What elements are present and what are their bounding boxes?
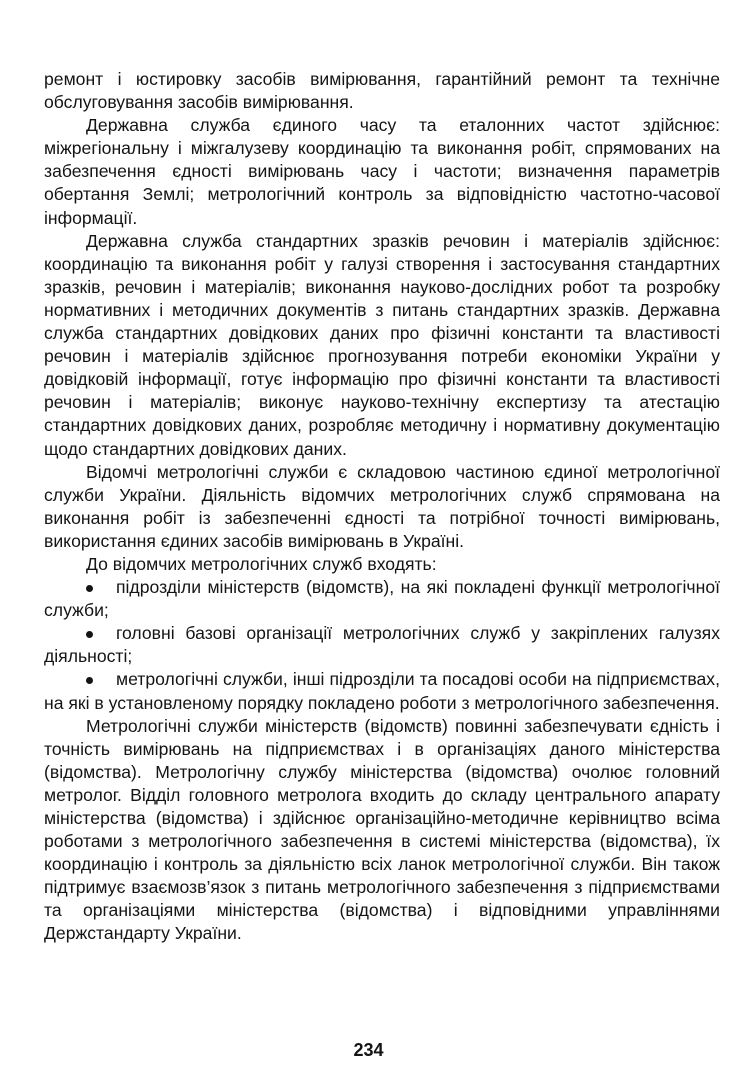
bullet-item	[44, 576, 720, 622]
bullet-text: метрологічні служби, інші підрозділи та посадові особи на підприємствах, на які в установленому порядку покладено роботи з метрологічного забезпечення.	[44, 669, 720, 713]
page-number: 234	[353, 1040, 384, 1060]
bullet-icon	[86, 677, 93, 684]
bullet-icon	[86, 585, 93, 592]
paragraph-continuation: ремонт і юстировку засобів вимірювання, гарантійний ремонт та технічне обслуговування засобів вимірювання.	[44, 69, 720, 113]
bullet-item	[44, 622, 720, 668]
bullet-icon	[86, 631, 93, 638]
paragraph-departmental-services: Відомчі метрологічні служби є складовою частиною єдиної метрологічної служби України. Діяльність відомчих метрологічних служб спрямована на виконання робіт із забезпеченні єдності та потрібної точності вимірювань, використання єдиних засобів вимірювань в Україні.	[44, 461, 720, 551]
paragraph-ministry-services: Метрологічні служби міністерств (відомств) повинні забезпечувати єдність і точність вимірювань на підприємствах і в організаціях даного міністерства (відомства). Метрологічну службу міністерства (відомства) очолює головний метролог. Відділ головного метролога входить до складу центрального апарату міністерства (відомства) і здійснює організаційно-методичне керівництво всіма роботами з метрологічного забезпечення в системі міністерства (відомства), їх координацію і контроль за діяльністю всіх ланок метрологічної служби. Він також підтримує взаємозв’язок з питань метрологічного забезпечення з підприємствами та організаціями міністерства (відомства) і відповідними управліннями Держстандарту України.	[44, 715, 720, 944]
bullet-text: головні базові організації метрологічних служб у закріплених галузях діяльності;	[44, 623, 720, 667]
bullet-item	[44, 668, 720, 714]
paragraph-time-frequency-service: Державна служба єдиного часу та еталонних частот здійснює: міжрегіональну і міжгалузеву координацію та виконання робіт, спрямованих на забезпечення єдності вимірювань часу і частоти; визначення параметрів обертання Землі; метрологічний контроль за відповідністю частотно-часової інформації.	[44, 115, 720, 228]
paragraph-list-intro: До відомчих метрологічних служб входять:	[86, 553, 437, 574]
bullet-text: підрозділи міністерств (відомств), на які покладені функції метрологічної служби;	[44, 577, 720, 621]
page-body	[44, 68, 720, 946]
paragraph-reference-samples-service: Державна служба стандартних зразків речовин і матеріалів здійснює: координацію та виконання робіт у галузі створення і застосування стандартних зразків, речовин і матеріалів; виконання науково-дослідних робот та розробку нормативних і методичних документів з питань стандартних зразків. Державна служба стандартних довідкових даних про фізичні константи та властивості речовин і матеріалів здійснює прогнозування потреби економіки України у довідковій інформації, готує інформацію про фізичні константи та властивості речовин і матеріалів; виконує науково-технічну експертизу та атестацію стандартних довідкових даних, розробляє методичну і нормативну документацію щодо стандартних довідкових даних.	[44, 230, 720, 459]
